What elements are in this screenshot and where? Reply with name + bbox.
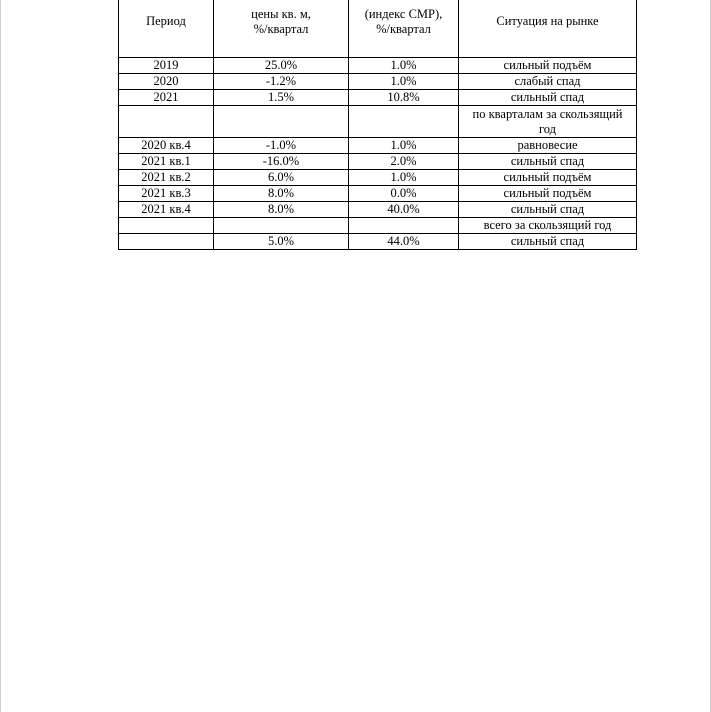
cell-section-label: по кварталам за скользящий год xyxy=(459,106,637,138)
cell-cost-change xyxy=(349,218,459,234)
cell-price-change: 8.0% xyxy=(214,202,349,218)
page-border-left xyxy=(0,0,1,712)
cell-situation: сильный подъём xyxy=(459,170,637,186)
cell-cost-change: 2.0% xyxy=(349,154,459,170)
table-row xyxy=(119,58,637,74)
table-row xyxy=(119,202,637,218)
cell-period: 2021 кв.2 xyxy=(119,170,214,186)
cell-price-change xyxy=(214,106,349,138)
cell-cost-change: 10.8% xyxy=(349,90,459,106)
cell-period xyxy=(119,234,214,250)
cell-price-change: -1.2% xyxy=(214,74,349,90)
cell-section-label: всего за скользящий год xyxy=(459,218,637,234)
cell-price-change: 1.5% xyxy=(214,90,349,106)
cell-cost-change: 40.0% xyxy=(349,202,459,218)
market-situation-table xyxy=(118,0,637,250)
cell-situation: слабый спад xyxy=(459,74,637,90)
cell-situation: сильный спад xyxy=(459,234,637,250)
header-cost-line-2: %/квартал xyxy=(376,22,431,36)
header-period: Период xyxy=(119,0,214,58)
cell-period: 2020 xyxy=(119,74,214,90)
cell-price-change: 5.0% xyxy=(214,234,349,250)
cell-cost-change: 0.0% xyxy=(349,186,459,202)
cell-period xyxy=(119,106,214,138)
cell-period: 2021 кв.1 xyxy=(119,154,214,170)
cell-situation: сильный подъём xyxy=(459,186,637,202)
cell-cost-change: 1.0% xyxy=(349,170,459,186)
cell-price-change: 8.0% xyxy=(214,186,349,202)
table-row xyxy=(119,186,637,202)
table-row-total xyxy=(119,234,637,250)
cell-cost-change: 1.0% xyxy=(349,138,459,154)
table-row-section-total xyxy=(119,218,637,234)
cell-cost-change: 1.0% xyxy=(349,58,459,74)
table-row xyxy=(119,74,637,90)
cell-cost-change: 1.0% xyxy=(349,74,459,90)
cell-price-change xyxy=(214,218,349,234)
cell-situation: сильный спад xyxy=(459,154,637,170)
header-price-line-2: %/квартал xyxy=(253,22,309,36)
cell-period: 2021 кв.4 xyxy=(119,202,214,218)
header-price-change xyxy=(214,0,349,58)
cell-situation: сильный спад xyxy=(459,90,637,106)
table-row-section-quarterly xyxy=(119,106,637,138)
cell-period: 2021 кв.3 xyxy=(119,186,214,202)
cell-price-change: 25.0% xyxy=(214,58,349,74)
cell-price-change: -1.0% xyxy=(214,138,349,154)
header-cost-line-1: (индекс СМР), xyxy=(364,7,443,21)
cell-price-change: -16.0% xyxy=(214,154,349,170)
cell-situation: сильный спад xyxy=(459,202,637,218)
cell-period xyxy=(119,218,214,234)
cell-situation: сильный подъём xyxy=(459,58,637,74)
table-row xyxy=(119,154,637,170)
cell-period: 2019 xyxy=(119,58,214,74)
cell-situation: равновесие xyxy=(459,138,637,154)
table-header-row xyxy=(119,0,637,58)
cell-period: 2021 xyxy=(119,90,214,106)
header-cost-change xyxy=(349,0,459,58)
table-row xyxy=(119,138,637,154)
cell-cost-change xyxy=(349,106,459,138)
cell-period: 2020 кв.4 xyxy=(119,138,214,154)
header-market-situation: Ситуация на рынке xyxy=(459,0,637,58)
header-price-line-1: цены кв. м, xyxy=(251,7,311,21)
cell-price-change: 6.0% xyxy=(214,170,349,186)
table-row xyxy=(119,90,637,106)
table-row xyxy=(119,170,637,186)
cell-cost-change: 44.0% xyxy=(349,234,459,250)
